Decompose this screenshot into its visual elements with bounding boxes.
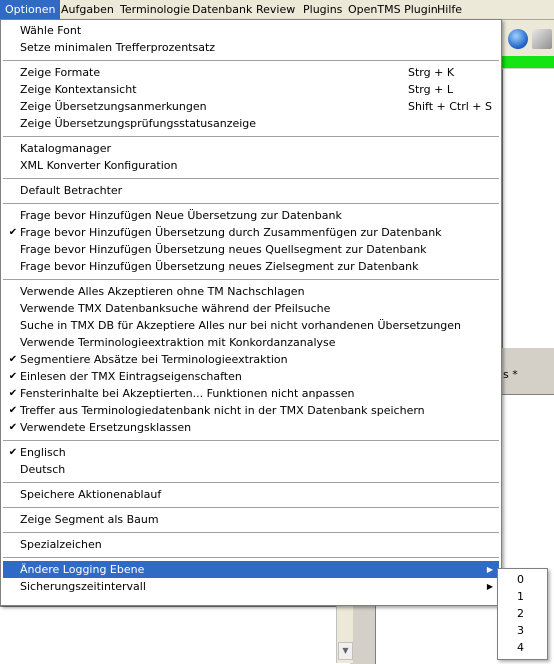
menu-item-label: Spezialzeichen	[20, 538, 102, 551]
logging-level-option[interactable]	[500, 605, 545, 622]
menu-item-label: Sicherungszeitintervall	[20, 580, 146, 593]
logging-level-option[interactable]	[500, 588, 545, 605]
checkmark-icon: ✔	[8, 388, 18, 399]
submenu-arrow-icon: ▶	[486, 565, 493, 574]
menubar-item-6[interactable]: OpenTMS Plugin	[348, 3, 438, 16]
menu-item-label: Speichere Aktionenablauf	[20, 488, 162, 501]
menu-item-label: XML Konverter Konfiguration	[20, 159, 178, 172]
menu-item-shortcut: Strg + L	[408, 83, 453, 96]
menu-item-label: Verwende TMX Datenbanksuche während der Pfeilsuche	[20, 302, 331, 315]
menu-separator	[3, 60, 499, 61]
menu-item-label: Frage bevor Hinzufügen Übersetzung neues Zielsegment zur Datenbank	[20, 260, 419, 273]
menu-item-label: Einlesen der TMX Eintragseigenschaften	[20, 370, 242, 383]
options-menu	[0, 19, 502, 606]
panel-tab-label: s *	[503, 368, 518, 381]
menu-item[interactable]	[3, 22, 499, 39]
menubar	[0, 0, 554, 20]
menu-item[interactable]	[3, 536, 499, 553]
menubar-item-1[interactable]: Aufgaben	[61, 3, 114, 16]
menu-item-label: Segmentiere Absätze bei Terminologieextraktion	[20, 353, 288, 366]
menu-separator	[3, 532, 499, 533]
logging-level-label: 0	[517, 573, 524, 586]
menubar-item-2[interactable]: Terminologie	[120, 3, 191, 16]
menu-separator	[3, 440, 499, 441]
menu-item-label: Verwendete Ersetzungsklassen	[20, 421, 192, 434]
menu-item[interactable]	[3, 351, 499, 368]
menu-item[interactable]	[3, 182, 499, 199]
logging-level-label: 2	[517, 607, 524, 620]
menu-separator	[3, 136, 499, 137]
menu-item-label: Setze minimalen Trefferprozentsatz	[20, 41, 216, 54]
menu-item-label: Frage bevor Hinzufügen Übersetzung durch Zusammenfügen zur Datenbank	[20, 226, 442, 239]
submenu-arrow-icon: ▶	[486, 582, 493, 591]
menu-separator	[3, 507, 499, 508]
menu-item-label: Frage bevor Hinzufügen Übersetzung neues Quellsegment zur Datenbank	[20, 243, 427, 256]
menu-item[interactable]	[3, 241, 499, 258]
menu-item[interactable]	[3, 385, 499, 402]
menu-item[interactable]	[3, 157, 499, 174]
menu-item[interactable]	[3, 81, 499, 98]
menubar-item-0[interactable]: Optionen	[0, 0, 60, 19]
menu-item[interactable]	[3, 402, 499, 419]
menubar-item-3[interactable]: Datenbank	[192, 3, 253, 16]
menu-item[interactable]	[3, 561, 499, 578]
menubar-item-5[interactable]: Plugins	[303, 3, 343, 16]
globe-icon[interactable]	[508, 29, 528, 49]
menu-item-label: Zeige Übersetzungsanmerkungen	[20, 100, 207, 113]
menu-item[interactable]	[3, 461, 499, 478]
menu-item-label: Deutsch	[20, 463, 66, 476]
toolbar-area	[502, 20, 554, 56]
menu-item[interactable]	[3, 115, 499, 132]
menu-item-label: Ändere Logging Ebene	[20, 563, 145, 576]
menu-item-shortcut: Strg + K	[408, 66, 455, 79]
menu-item-label: Verwende Alles Akzeptieren ohne TM Nachschlagen	[20, 285, 305, 298]
logging-level-option[interactable]	[500, 571, 545, 588]
menubar-item-4[interactable]: Review	[256, 3, 296, 16]
status-progress-bar	[502, 56, 554, 68]
checkmark-icon: ✔	[8, 422, 18, 433]
logging-level-option[interactable]	[500, 622, 545, 639]
checkmark-icon: ✔	[8, 354, 18, 365]
menu-item-label: Englisch	[20, 446, 66, 459]
menu-item-label: Zeige Kontextansicht	[20, 83, 137, 96]
menu-item[interactable]	[3, 64, 499, 81]
menu-separator	[3, 279, 499, 280]
menu-item-shortcut: Shift + Ctrl + S	[408, 100, 492, 113]
menu-separator	[3, 482, 499, 483]
logging-level-submenu	[497, 568, 548, 660]
menu-item[interactable]	[3, 444, 499, 461]
menu-item-label: Zeige Übersetzungsprüfungsstatusanzeige	[20, 117, 257, 130]
menu-item[interactable]	[3, 283, 499, 300]
logging-level-label: 1	[517, 590, 524, 603]
editor-panel	[502, 69, 554, 348]
checkmark-icon: ✔	[8, 371, 18, 382]
menu-item-label: Verwende Terminologieextraktion mit Konkordanzanalyse	[20, 336, 336, 349]
menu-item[interactable]	[3, 39, 499, 56]
menu-item[interactable]	[3, 486, 499, 503]
menu-item-label: Katalogmanager	[20, 142, 112, 155]
menu-item[interactable]	[3, 300, 499, 317]
menubar-item-7[interactable]: Hilfe	[437, 3, 463, 16]
menu-item[interactable]	[3, 140, 499, 157]
menu-item[interactable]	[3, 511, 499, 528]
menu-item[interactable]	[3, 224, 499, 241]
menu-item[interactable]	[3, 578, 499, 595]
menu-item[interactable]	[3, 317, 499, 334]
checkmark-icon: ✔	[8, 447, 18, 458]
left-panel	[0, 606, 350, 664]
menu-item[interactable]	[3, 98, 499, 115]
checkmark-icon: ✔	[8, 227, 18, 238]
menu-item[interactable]	[3, 334, 499, 351]
menu-item[interactable]	[3, 419, 499, 436]
menu-item-label: Treffer aus Terminologiedatenbank nicht in der TMX Datenbank speichern	[20, 404, 425, 417]
logging-level-label: 3	[517, 624, 524, 637]
menu-item-label: Default Betrachter	[20, 184, 123, 197]
menu-separator	[3, 557, 499, 558]
menu-separator	[3, 203, 499, 204]
menu-separator	[3, 178, 499, 179]
menu-item-label: Wähle Font	[20, 24, 82, 37]
menu-item-label: Suche in TMX DB für Akzeptiere Alles nur bei nicht vorhandenen Übersetzungen	[20, 319, 462, 332]
box-icon[interactable]	[532, 29, 552, 49]
menu-item-label: Zeige Formate	[20, 66, 101, 79]
menu-item-label: Zeige Segment als Baum	[20, 513, 159, 526]
logging-level-label: 4	[517, 641, 524, 654]
menu-item[interactable]	[3, 207, 499, 224]
scroll-down-icon[interactable]: ▼	[338, 642, 353, 660]
menu-item[interactable]	[3, 258, 499, 275]
logging-level-option[interactable]	[500, 639, 545, 656]
menu-item-label: Frage bevor Hinzufügen Neue Übersetzung zur Datenbank	[20, 209, 342, 222]
menu-item-label: Fensterinhalte bei Akzeptierten... Funktionen nicht anpassen	[20, 387, 355, 400]
checkmark-icon: ✔	[8, 405, 18, 416]
menu-item[interactable]	[3, 368, 499, 385]
